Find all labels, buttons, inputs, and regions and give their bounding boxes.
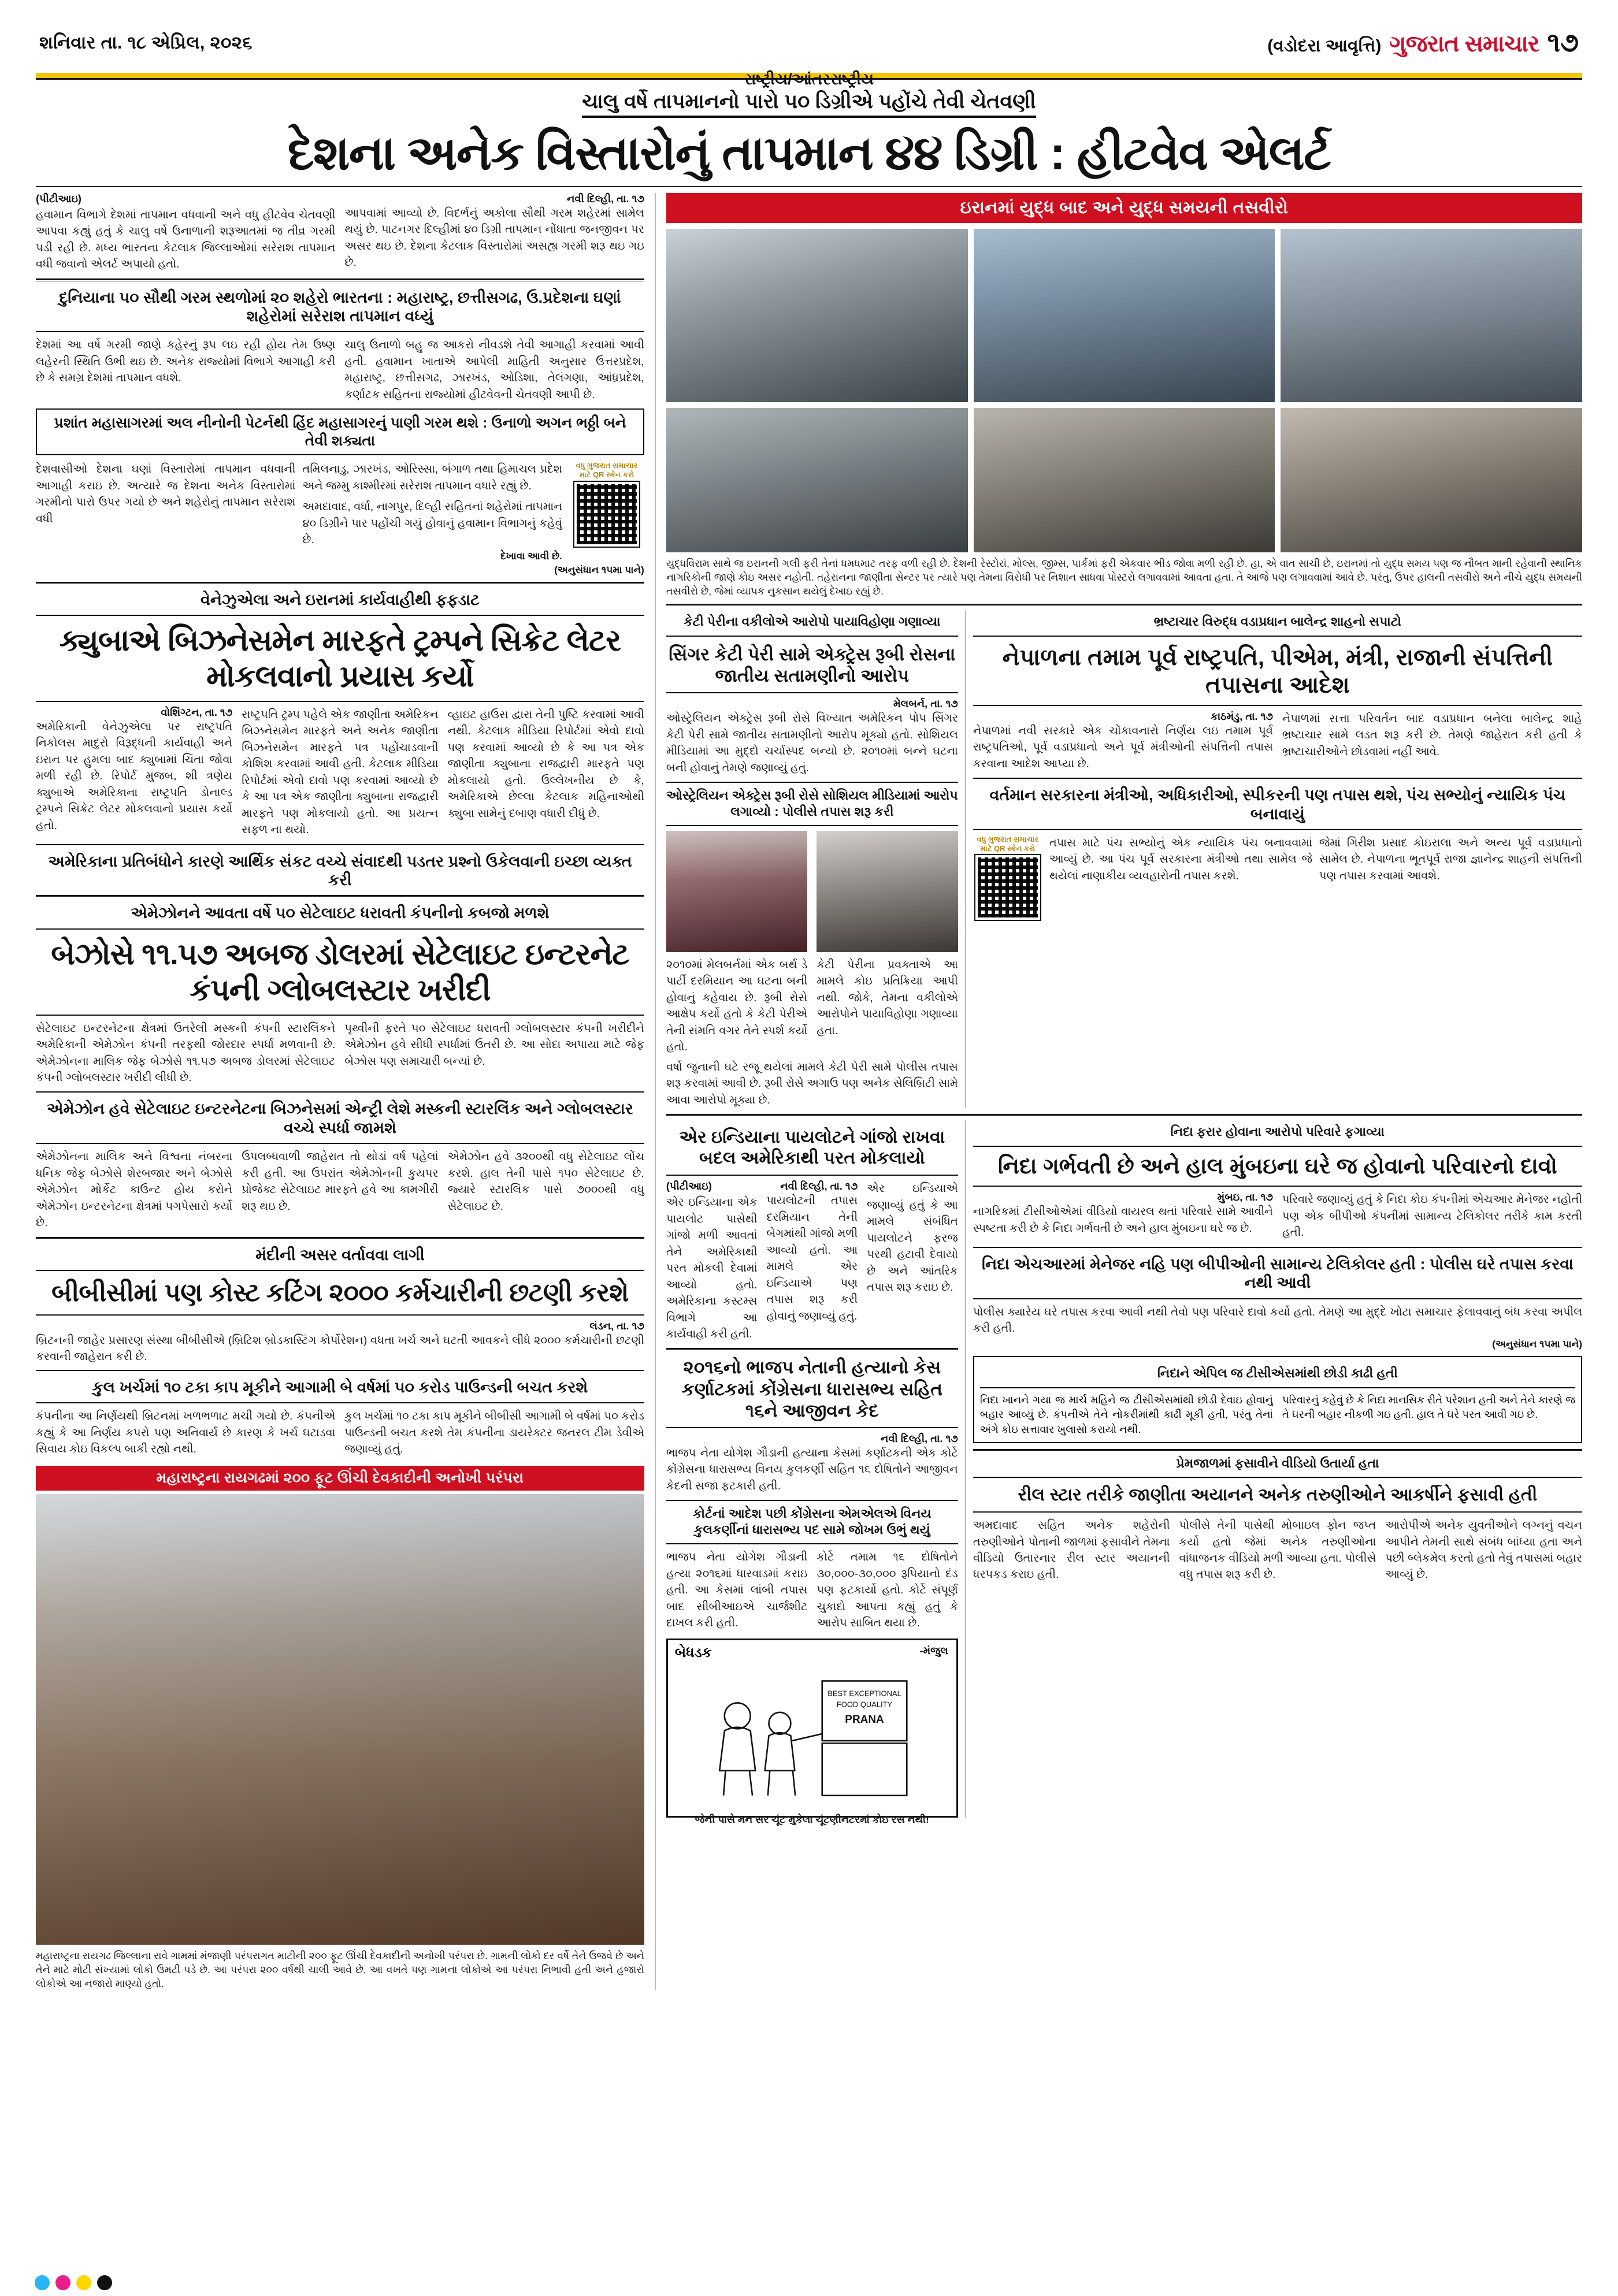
- nepal-col-4: [1319, 835, 1582, 920]
- nepal-col-2: [1282, 711, 1582, 772]
- nida-col-1: [973, 1191, 1273, 1240]
- bbc-paragraph-3: કુલ ખર્ચમાં ૧૦ ટકા કાપ મૂકીને બીબીસી આગામી બે વર્ષમાં ૫૦ કરોડ પાઉન્ડની બચત કરશે તેમ કંપનીના ડાયરેક્ટર જનરલ ટીમ ડેવીએ જણાવ્યું હતું.: [344, 1410, 644, 1456]
- lead-divider: [36, 186, 1582, 187]
- nepal-qr-caption: વધુ ગુજરાત સમાચાર માટે QR સ્કેન કરો: [977, 834, 1039, 853]
- tiktok-paragraph-1: નિદા ખાનને ગયા જ માર્ચ મહિને જ ટીસીએસમાંથી છોડી દેવાઇ હોવાનું બહાર આવ્યું છે. કંપનીએ તેને નોકરીમાંથી કાઢી મૂકી હતી, પરંતુ તેનાં અંગે કોઇ સત્તાવાર ખુલાસો કરાયો નથી.: [979, 1394, 1273, 1436]
- nida-kicker: નિદા ફરાર હોવાના આરોપો પરિવારે ફગાવ્યા: [1170, 1124, 1385, 1139]
- nepal-body-top: [973, 711, 1582, 772]
- brand-logo: ગુજરાત સમાચાર: [1389, 31, 1539, 57]
- left-column: [36, 193, 644, 1990]
- nepal-qr-block[interactable]: [973, 835, 1042, 920]
- airindia-dateline: નવી દિલ્હી, તા. ૧૭: [780, 1180, 858, 1192]
- cuba-headline: ક્યુબાએ બિઝનેસમેન મારફતે ટ્રમ્પને સિક્રેટ લેટર મોકલવાનો પ્રયાસ કર્યો: [59, 624, 621, 694]
- nida-paragraph-2: પરિવારે જણાવ્યું હતું કે નિદા કોઇ કંપનીમાં એચઆર મેનેજર નહોતી પણ એક બીપીઓ કંપનીમાં સામાન્ય ટેલિકોલર તરીકે કામ કરતી હતી.: [1282, 1193, 1582, 1239]
- bjp-sub-rule-top: [666, 1500, 958, 1501]
- amazon-kicker: એમેઝોનને આવતા વર્ષે ૫૦ સેટેલાઇટ ધરાવતી કંપનીનો કબજો મળશે: [131, 904, 550, 922]
- maharashtra-banner: મહારાષ્ટ્રના રાયગઢમાં ૨૦૦ ફૂટ ઊંચી દેવકાદીની અનોખી પરંપરા: [36, 1466, 644, 1491]
- lead-paragraph-4: ચાલુ ઉનાળો બહુ જ આકરો નીવડશે તેવી આગાહી કરવામાં આવી હતી. હવામાન ખાતાએ આપેલી માહિતી અનુસાર ઉત્તરપ્રદેશ, મહારાષ્ટ્ર, છત્તીસગઢ, ઝારખંડ, ઓડિશા, તેલંગણા, આંધ્રપ્રદેશ, કર્ણાટક સહિતના રાજ્યોમાં હીટવેવની ચેતવણી આપી છે.: [344, 339, 644, 401]
- bbc-body: [36, 1408, 644, 1457]
- amazon-paragraph-5: એમેઝોન હવે ૩૨૦૦થી વધુ સેટેલાઇટ લોંચ કરશે. હાલ તેની પાસે ૧૫૦ સેટેલાઇટ છે. જ્યારે સ્ટારલિંક પાસે ૭૦૦૦થી વધુ સેટેલાઇટ છે.: [447, 1150, 644, 1213]
- lower-row: [666, 1120, 1583, 1825]
- airindia-paragraph-3: એર ઇન્ડિયાએ જણાવ્યું હતું કે આ મામલે સંબંધિત પાયલોટને ફરજ પરથી હટાવી દેવાયો છે અને આંતરિક તપાસ શરૂ કરાઇ છે.: [867, 1182, 958, 1294]
- amazon-kicker-rule: [36, 928, 644, 930]
- influencer-paragraph-1: અમદાવાદ સહિત અનેક શહેરોની તરુણીઓને પોતાની જાળમાં ફસાવીને તેમના વીડિયો ઉતારનાર રીલ સ્ટાર અયાનની ધરપકડ કરાઇ હતી.: [973, 1519, 1170, 1581]
- tiktok-col-1: [980, 1393, 1273, 1437]
- nida-headline: નિદા ગર્ભવતી છે અને હાલ મુંબઇના ઘરે જ હોવાનો પરિવારનો દાવો: [997, 1154, 1557, 1179]
- nida-subhead: નિદા એચઆરમાં મેનેજર નહિ પણ બીપીઓની સામાન્ય ટેલિકોલર હતી : પોલીસ ઘરે તપાસ કરવા નથી આવી: [982, 1255, 1574, 1292]
- bbc-dateline: લંડન, તા. ૧૭: [589, 1320, 644, 1332]
- svg-text:BEST EXCEPTIONAL: BEST EXCEPTIONAL: [827, 1689, 901, 1698]
- cartoon-label: બેધડક: [674, 1644, 712, 1660]
- cartoon-caption: જેની પાસે મન સર ચૂંટ મુકેલા ચૂંટણીનટરમાં કોઇ રસ નથી!: [695, 1813, 929, 1825]
- section-label: રાષ્ટ્રીય/આંતરરાષ્ટ્રીય: [744, 70, 874, 88]
- column-divider-3: [965, 1120, 966, 1818]
- lead-footer-row: [36, 461, 644, 562]
- bjp-paragraph-3: કોર્ટે તમામ ૧૬ દોષિતોને ૩૦,૦૦૦-૩૦,૦૦૦ રૂપિયાનો દંડ પણ ફટકાર્યો હતો. કોર્ટે સંપૂર્ણ ચુકાદો આપતા કહ્યું હતું કે આરોપ સાબિત થયા છે.: [817, 1551, 958, 1630]
- iran-photo-rubble-2: [974, 408, 1275, 552]
- lead-paragraph-5: દેશવાસીઓ દેશના ઘણાં વિસ્તારોમાં તાપમાન વધવાની આગાહી કરાઇ છે. અત્યારે જ દેશના અનેક વિસ્તારોમાં ગરમીનો પારો ઉપર ગયો છે અને શહેરોનું તાપમાન સરેરાશ વધી: [36, 463, 296, 525]
- cuba-subhead: અમેરિકાના પ્રતિબંધોને કારણે આર્થિક સંકટ વચ્ચે સંવાદથી પડતર પ્રશ્નો ઉકેલવાની ઇચ્છા વ્યક્ત કરી: [48, 852, 632, 889]
- maharashtra-photo: [36, 1494, 644, 1945]
- bbc-headline-rule: [36, 1314, 644, 1316]
- column-divider-1: [655, 193, 656, 1990]
- bjp-body: [666, 1549, 958, 1631]
- influencer-kicker: પ્રેમજાળમાં ફસાવીને વીડિયો ઉતાર્યા હતા: [1176, 1455, 1379, 1470]
- amazon-col-4: [242, 1149, 438, 1231]
- cuba-col-2: [242, 707, 438, 838]
- cuba-paragraph-3: વ્હાઇટ હાઉસ દ્વારા તેની પુષ્ટિ કરવામાં આવી નથી. કેટલાક મીડિયા રિપોર્ટમાં એવો દાવો પણ કરવામાં આવ્યો છે કે આ પત્ર એક જાણીતા ક્યુબાના રાજદ્વારી મારફતે પણ મોકલાયો હતો. ઉલ્લેખનીય છે કે, અમેરિકાએ છેલ્લા કેટલાક મહિનાઓથી ક્યુબા સામેનું દબાણ વધારી દીધું છે.: [447, 708, 644, 820]
- nepal-kicker: ભ્રષ્ટાચાર વિરુદ્ધ વડાપ્રધાન બાલેન્દ્ર શાહનો સપાટો: [1153, 614, 1402, 629]
- amazon-paragraph-3: એમેઝોનના માલિક અને વિશ્વના નંબરના ધનિક જેફ બેઝોસે શેરબજાર અને બેઝોસે એમેઝોન મોર્કેટ કાઉન્ટ હોય કરોને એમેઝોન ઇન્ટરનેટના ક્ષેત્રમાં પગપેસારો કર્યો છે.: [36, 1150, 233, 1229]
- airindia-col-1: [666, 1180, 758, 1342]
- influencer-paragraph-2: પોલીસે તેની પાસેથી મોબાઇલ ફોન જપ્ત કર્યો હતો જેમાં અનેક તરુણીઓના વાંધાજનક વીડિયો મળી આવ્યા હતા. પોલીસે વધુ તપાસ શરૂ કરી છે.: [1179, 1519, 1376, 1581]
- registration-color-bar: [35, 2275, 112, 2290]
- iran-photo-rubble-3: [1281, 408, 1582, 552]
- lead-contd-2: (અનુસંધાન ૧૫મા પાને): [554, 564, 644, 575]
- katy-headline-rule: [666, 692, 958, 693]
- lead-qr-block[interactable]: [569, 461, 644, 562]
- amazon-col-2: [344, 1020, 644, 1086]
- tiktok-kicker: નિદાને એપિલ જ ટીસીએસમાંથી છોડી કાઢી હતી: [1157, 1366, 1398, 1381]
- nida-paragraph-1: નાગરિકમાં ટીસીઓએમાં વીડિયો વાયરલ થતાં પરિવારે સામે આવીને સ્પષ્ટતા કરી છે કે નિદા ગર્ભવતી છે અને હાલ મુંબઇના ઘરે જ છે.: [973, 1205, 1273, 1235]
- katy-photos: [666, 831, 958, 952]
- bjp-dateline: નવી દિલ્હી, તા. ૧૭: [880, 1433, 958, 1444]
- nepal-headline-rule: [973, 705, 1582, 706]
- cuba-kicker: વેનેઝુએલા અને ઇરાનમાં કાર્યવાહીથી ફફડાટ: [201, 590, 480, 608]
- lead-story-body: [36, 337, 644, 403]
- bbc-sub-rule-top: [36, 1370, 644, 1371]
- bjp-headline-rule: [666, 1427, 958, 1428]
- nida-col-2: [1282, 1191, 1582, 1240]
- influencer-headline: રીલ સ્ટાર તરીકે જાણીતા અયાનને અનેક તરુણીઓને આકર્ષીને ફસાવી હતી: [1018, 1485, 1538, 1505]
- right-column: [666, 193, 1582, 1990]
- iran-bottom-rule: [666, 604, 1582, 605]
- katy-body: [666, 957, 958, 1056]
- bbc-col-2: [344, 1408, 644, 1457]
- katy-dateline: મેલબર્ન, તા. ૧૭: [893, 698, 958, 710]
- cuba-body: [36, 707, 644, 838]
- nepal-kicker-rule: [973, 636, 1582, 637]
- bbc-kicker: મંદીની અસર વર્તાવવા લાગી: [255, 1246, 425, 1264]
- iran-photo-street: [1281, 229, 1582, 402]
- nepal-headline: નેપાળના તમામ પૂર્વ રાષ્ટ્રપતિ, પીએમ, મંત્રી, રાજાની સંપત્તિની તપાસના આદેશ: [1002, 644, 1553, 698]
- iran-photo-cafe: [666, 229, 968, 402]
- bbc-kicker-rule: [36, 1270, 644, 1271]
- tiktok-rule: [980, 1387, 1575, 1388]
- color-dot-yellow: [76, 2275, 91, 2290]
- influencer-col-1: [973, 1517, 1170, 1583]
- nida-body-top: [973, 1191, 1582, 1240]
- iran-photo-runners: [974, 229, 1275, 402]
- amazon-body-bottom: [36, 1149, 644, 1231]
- cuba-top-rule: [36, 582, 644, 584]
- amazon-headline-rule: [36, 1015, 644, 1016]
- katy-paragraph-1: ઓસ્ટ્રેલિયન એક્ટ્રેસ રૂબી રોસે વિખ્યાત અમેરિકન પોપ સિંગર કેટી પેરી સામે જાતીય સતામણીનો આરોપ મૂક્યો હતો. સોશિયલ મીડિયામાં આ મુદ્દો ચર્ચાસ્પદ બન્યો છે. ૨૦૧૦માં બન્ને ઘટના બની હોવાનું તેમણે જણાવ્યું હતું.: [666, 712, 958, 774]
- bbc-col-1: [36, 1408, 335, 1457]
- lead-col-2: [344, 193, 644, 273]
- bbc-top-rule: [36, 1237, 644, 1239]
- airindia-paragraph-1: એર ઇન્ડિયાના એક પાયલોટ પાસેથી ગાંજો મળી આવતાં તેને અમેરિકાથી પરત મોકલી દેવામાં આવ્યો હતો. અમેરિકાના કસ્ટમ્સ વિભાગે આ કાર્યવાહી કરી હતી.: [666, 1196, 758, 1340]
- iran-banner: ઇરાનમાં યુદ્ધ બાદ અને યુદ્ધ સમયની તસવીરો: [666, 193, 1582, 223]
- bbc-headline: બીબીસીમાં પણ કોસ્ટ કટિંગ ૨૦૦૦ કર્મચારીની છટણી કરશે: [51, 1278, 629, 1307]
- bjp-sub-rule-bottom: [666, 1543, 958, 1544]
- katy-col-1: [666, 957, 808, 1056]
- nida-paragraph-3: પોલીસ ક્યારેય ઘરે તપાસ કરવા આવી નથી તેવો પણ પરિવારે દાવો કર્યો હતો. તેમણે આ મુદ્દે ખોટા સમાચાર ફેલાવવાનું બંધ કરવા અપીલ કરી હતી.: [973, 1305, 1582, 1335]
- lead-headline: દેશના અનેક વિસ્તારોનું તાપમાન ૪૪ ડિગ્રી : હીટવેવ એલર્ટ: [287, 127, 1331, 180]
- katy-sub-rule-2: [666, 825, 958, 826]
- cuba-paragraph-2: રાષ્ટ્રપતિ ટ્રમ્પ પહેલે એક જાણીતા અમેરિકન બિઝનેસમેન મારફતે અને અનેક જાણીતા બિઝનેસમેન મારફતે પત્ર પહોંચાડવાની કોશિશ કરવામાં આવી હતી. કેટલાક મીડિયા રિપોર્ટમાં એવો દાવો પણ કરવામાં આવ્યો છે કે આ પત્ર એક જાણીતા ક્યુબાના રાજદ્વારી મારફતે પણ મોકલાયો હતો. આ પ્રયત્ન સફળ ના થયો.: [242, 708, 439, 837]
- katy-story: [666, 610, 958, 1108]
- amazon-body-top: [36, 1020, 644, 1086]
- amazon-col-5: [448, 1149, 644, 1231]
- nida-story: [973, 1120, 1582, 1818]
- lead-byline: (પીટીઆઇ): [36, 192, 81, 205]
- iran-photo-rubble-1: [666, 408, 968, 552]
- column-divider-2: [965, 610, 966, 1108]
- nepal-paragraph-2: નેપાળમાં સત્તા પરિવર્તન બાદ વડાપ્રધાન બનેલા બાલેન્દ્ર શાહે ભ્રષ્ટાચાર સામે લડત શરૂ કરી છે. તેમણે જાહેરાત કરી હતી કે ભ્રષ્ટાચારીઓને છોડવામાં નહીં આવે.: [1282, 712, 1582, 758]
- svg-text:FOOD QUALITY: FOOD QUALITY: [836, 1700, 892, 1709]
- qr-code-icon[interactable]: [574, 482, 639, 547]
- katy-headline: સિંગર કેટી પેરી સામે એક્ટ્રેસ રૂબી રોસના જાતીય સતામણીનો આરોપ: [669, 644, 956, 686]
- page-number: ૧૭: [1547, 27, 1579, 57]
- lead-highlight-title: પ્રશાંત મહાસાગરમાં અલ નીનોની પેટર્નથી હિંદ મહાસાગરનું પાણી ગરમ થશે : ઉનાળો અગન ભઠ્ઠી બને તેવી શક્યતા: [54, 415, 626, 449]
- bbc-paragraph-2: કંપનીના આ નિર્ણયથી બ્રિટનમાં ખળભળાટ મચી ગયો છે. કંપનીએ કહ્યું કે આ નિર્ણય કપરો પણ અનિવાર્ય છે કારણ કે ખર્ચ ઘટાડવા સિવાય કોઇ વિકલ્પ બાકી રહ્યો નથી.: [36, 1410, 336, 1456]
- lead-footer-col-2: [302, 461, 562, 562]
- amazon-paragraph-2: પૃથ્વીની ફરતે ૫૦ સેટેલાઇટ ધરાવતી ગ્લોબલસ્ટાર કંપની ખરીદીને એમેઝોન હવે સીધી સ્પર્ધામાં ઉતરી છે. આ સોદા અપાયા માટે જેફ બેઝોસ પણ સમાચારી બન્યાં છે.: [344, 1021, 644, 1068]
- lead-paragraph-7: અમદાવાદ, વર્ધા, નાગપુર, દિલ્હી સહિતનાં શહેરોમાં તાપમાન ૪૦ ડિગ્રીને પાર પહોંચી ગયું હોવાનું હવામાન વિભાગનું કહેવું છે.: [302, 500, 562, 547]
- cuba-col-3: [448, 707, 644, 838]
- amazon-col-1: [36, 1020, 335, 1086]
- bjp-col-1: [666, 1549, 808, 1631]
- nepal-sub-rule-top: [973, 778, 1582, 779]
- editorial-cartoon: [666, 1639, 958, 1825]
- katy-subhead: ઓસ્ટ્રેલિયન એક્ટ્રેસ રૂબી રોસે સોશિયલ મીડિયામાં આરોપ લગાવ્યો : પોલીસે તપાસ શરૂ કરી: [666, 788, 958, 819]
- bjp-subhead: કોર્ટનાં આદેશ પછી કોંગ્રેસના એમએલએ વિનય કુલકર્ણીનાં ધારાસભ્ય પદ સામે જોખમ ઉભું થયું: [693, 1506, 932, 1537]
- airindia-headline: એર ઇન્ડિયાના પાયલોટને ગાંજો રાખવા બદલ અમેરિકાથી પરત મોકલાયો: [679, 1128, 945, 1168]
- bjp-paragraph-1: ભાજપ નેતા યોગેશ ગૌડાની હત્યાના કેસમાં કર્ણાટકની એક કોર્ટે કોંગ્રેસના ધારાસભ્ય વિનય કુલકર્ણી સહિત ૧૬ દોષિતોને આજીવન કેદની સજા ફટકારી હતી.: [666, 1447, 958, 1492]
- maharashtra-caption: મહારાષ્ટ્રના રાયગઢ જિલ્લાના રાવે ગામમાં મંજાણી પરંપરાગત માટીની ૨૦૦ ફૂટ ઊંચી દેવકાદીની અનોખી પરંપરા છે. ગામની લોકો દર વર્ષે તેને ઉજવે છે અને તેને માટે મોટી સંખ્યામાં લોકો ઉમટી પડે છે. આ પરંપરા ૨૦૦ વર્ષથી ચાલી આવે છે. આ વખતે પણ ગામના લોકોએ આ પરંપરા નિભાવી હતી અને હજારો લોકોએ આ નજારો માણ્યો હતો.: [36, 1949, 644, 1989]
- iran-caption: યુદ્ધવિરામ સાથે જ ઇરાનની ગલી ફરી તેનાં ધમધમાટ તરફ વળી રહી છે. દેશની રેસ્ટોરાં, મોલ્સ, જીમ્સ, પાર્કમાં ફરી એકવાર ભીડ જોવા મળી રહી છે. હા, એ વાત સાચી છે, ઇરાનમાં તો યુદ્ધ સમય પણ જ નૌબત માની રહેવાની સ્થાનિક નાગરિકોની જાણે કોઇ અસર નહોતી. તહેરાનના જાણીતા સેન્ટર પર ત્યારે પણ તેમના વિરોધી પર નિશાન સાધવા પોસ્ટરો લગાવવામાં આવતા હતા. તે આજે પણ લગાવવામાં આવે છે. પરંતુ, ઉપર હાલની તસવીરો અને નીચે યુદ્ધ સમયની તસવીરો છે, જેમાં વ્યાપક નુકસાન થયેલું દેખાઇ રહ્યું છે.: [666, 557, 1582, 597]
- lead-dateline: નવી દિલ્હી, તા. ૧૭: [566, 192, 644, 205]
- middle-row: [666, 610, 1582, 1108]
- amazon-col-3: [36, 1149, 232, 1231]
- katy-kicker-rule: [666, 636, 958, 637]
- influencer-col-2: [1179, 1517, 1376, 1583]
- nepal-paragraph-4: જેમાં ગિરીશ પ્રસાદ કોઇરાલા અને અન્ય પૂર્વ વડાપ્રધાનો સામેલ છે. નેપાળના ભૂતપૂર્વ રાજા જ્ઞાનેન્દ્ર શાહની સંપત્તિની પણ તપાસ કરવામાં આવશે.: [1319, 836, 1582, 882]
- edition-label: (વડોદરા આવૃત્તિ): [1267, 36, 1382, 55]
- influencer-top-rule: [973, 1449, 1582, 1451]
- cuba-sub-rule-bottom: [36, 895, 644, 897]
- nepal-body-bottom: [973, 835, 1582, 920]
- tiktok-body: [980, 1393, 1575, 1437]
- nepal-subhead: વર્તમાન સરકારના મંત્રીઓ, અધિકારીઓ, સ્પીકરની પણ તપાસ થશે, પંચ સભ્યોનું ન્યાયિક પંચ બનાવાયું: [989, 786, 1566, 823]
- lead-contd-1: દેખાવા આવી છે.: [500, 550, 562, 562]
- nepal-paragraph-1: નેપાળમાં નવી સરકારે એક ચોંકાવનારો નિર્ણય લઇ તમામ પૂર્વ રાષ્ટ્રપતિઓ, પૂર્વ વડાપ્રધાનો અને પૂર્વ મંત્રીઓની સંપત્તિની તપાસ કરવાના આદેશ આપ્યા છે.: [973, 724, 1273, 770]
- amazon-sub-rule-top: [36, 1091, 644, 1093]
- bbc-sub-rule-bottom: [36, 1402, 644, 1403]
- nepal-dateline: કાઠમંડુ, તા. ૧૭: [1211, 710, 1273, 722]
- amazon-paragraph-4: ઉપલબ્ધવાળી જાહેરાત તો થોડાં વર્ષ પહેલાં કરી હતી. આ ઉપરાંત એમેઝોનની કુયપર પ્રોજેક્ટ સેટેલાઇટ મારફતે હવે આ કામગીરી શરૂ થઇ છે.: [242, 1150, 439, 1213]
- cuba-dateline: વોશિંગ્ટન, તા. ૧૭: [161, 706, 233, 718]
- katy-paragraph-4: વર્ષો જુનાની ઘટે રજૂ થયેલાં મામલે કેટી પેરી સામે પોલીસ તપાસ શરૂ કરવામાં આવી છે. રૂબી રોસે અગાઉ પણ અનેક સેલિબ્રિટી સામે આવા આરોપો મૂક્યા છે.: [666, 1060, 958, 1106]
- nida-contd: (અનુસંધાન ૧૫મા પાને): [1492, 1339, 1582, 1350]
- lead-story: [36, 193, 644, 273]
- katy-paragraph-2: ૨૦૧૦માં મેલબર્નમાં એક બર્થ ડે પાર્ટી દરમિયાન આ ઘટના બની હોવાનું કહેવાય છે. રૂબી રોસે આક્ષેપ કર્યો હતો કે કેટી પેરીએ તેની સંમતિ વગર તેને સ્પર્શ કર્યો હતો.: [666, 958, 808, 1054]
- nepal-story: [973, 610, 1582, 1108]
- lead-body-col-2: [344, 337, 644, 403]
- katy-paragraph-3: કેટી પેરીના પ્રવક્તાએ આ મામલે કોઇ પ્રતિક્રિયા આપી નથી. જોકે, તેમના વકીલોએ આરોપોને પાયાવિહોણા ગણાવ્યા હતા.: [817, 958, 958, 1037]
- color-dot-magenta: [55, 2275, 70, 2290]
- lead-rule: [36, 278, 644, 281]
- lead-body-col-1: [36, 337, 335, 403]
- iran-photo-grid: [666, 229, 1582, 552]
- color-dot-black: [97, 2275, 112, 2290]
- cuba-col-1: [36, 707, 232, 838]
- airindia-paragraph-2: પાયલોટની તપાસ દરમિયાન તેની બેગમાંથી ગાંજો મળી આવ્યો હતો. આ મામલે એર ઇન્ડિયાએ પણ તપાસ શરૂ કરી હોવાનું જણાવ્યું હતું.: [766, 1194, 858, 1322]
- tiktok-col-2: [1282, 1393, 1575, 1437]
- amazon-subhead: એમેઝોન હવે સેટેલાઇટ ઇન્ટરનેટના બિઝનેસમાં એન્ટ્રી લેશે મસ્કની સ્ટારલિંક અને ગ્લોબલસ્ટાર વચ્ચે સ્પર્ધા જામશે: [46, 1100, 633, 1136]
- svg-text:PRANA: PRANA: [845, 1713, 884, 1726]
- bjp-col-2: [817, 1549, 958, 1631]
- lead-paragraph-6: તમિલનાડુ, ઝારખંડ, ઓરિસ્સા, બંગાળ તથા હિમાચલ પ્રદેશ અને જમ્મુ કાશ્મીરમાં સરેરાશ તાપમાન વધારે રહ્યું છે.: [302, 463, 562, 492]
- katy-photo-ruby-rose: [666, 831, 808, 952]
- masthead: [28, 0, 1590, 69]
- nida-headline-rule: [973, 1186, 1582, 1187]
- nepal-col-3: [1049, 835, 1312, 920]
- amazon-paragraph-1: સેટેલાઇટ ઇન્ટરનેટના ક્ષેત્રમાં ઉતરેલી મસ્કની કંપની સ્ટારલિંકને અમેરિકાની એમેઝોન કંપની તરફથી જોરદાર સ્પર્ધા મળવાની છે. એમેઝોનના માલિક જેફ બેઝોસે ૧૧.૫૭ અબજ ડોલરમાં સેટેલાઇટ કંપની ગ્લોબલસ્ટાર ખરીદી લીધી છે.: [36, 1021, 336, 1084]
- influencer-body: [973, 1517, 1582, 1583]
- cuba-paragraph-1: અમેરિકાની વેનેઝુએલા પર રાષ્ટ્રપતિ નિકોલસ માદુરો વિરૂદ્ધની કાર્યવાહી અને ઇરાન પર હુમલા બાદ ક્યુબામાં ચિંતા જોવા મળી રહી છે. રિપોર્ટ મુજબ, શી ત્રણેય ક્યુબાએ અમેરિકાના રાષ્ટ્રપતિ ડોનાલ્ડ ટ્રમ્પને સિક્રેટ લેટર મોકલવાનો પ્રયાસ કર્યો હતો.: [36, 720, 233, 832]
- publication-date: શનિવાર તા. ૧૮ એપ્રિલ, ૨૦૨૬: [39, 32, 253, 53]
- lead-kicker: ચાલુ વર્ષે તાપમાનનો પારો ૫૦ ડિગ્રીએ પહોંચે તેવી ચેતવણી: [582, 90, 1036, 118]
- lead-subhead: દુનિયાના ૫૦ સૌથી ગરમ સ્થળોમાં ૨૦ શહેરો ભારતના : મહારાષ્ટ્ર, છત્તીસગઢ, ઉ.પ્રદેશના ઘણાં શહેરોમાં સરેરાશ તાપમાન વધ્યું: [59, 288, 621, 325]
- bbc-subhead: કુલ ખર્ચમાં ૧૦ ટકા કાપ મૂકીને આગામી બે વર્ષમાં ૫૦ કરોડ પાઉન્ડની બચત કરશે: [92, 1378, 588, 1396]
- bbc-lead-block: [36, 1320, 644, 1365]
- tiktok-paragraph-2: પરિવારનું કહેવું છે કે નિદા માનસિક રીતે પરેશાન હતી અને તેને કારણે જ તે ઘરની બહાર નીકળી ગઇ હતી. હાલ તે ઘરે પરત આવી ગઇ છે.: [1282, 1394, 1575, 1421]
- amazon-sub-rule-bottom: [36, 1143, 644, 1144]
- airindia-body: [666, 1180, 958, 1342]
- katy-col-2: [817, 957, 958, 1056]
- nepal-paragraph-3: તપાસ માટે પંચ સભ્યોનું એક ન્યાયિક પંચ બનાવવામાં આવ્યું છે. આ પંચ પૂર્વ સરકારના મંત્રીઓ તથા સામેલ જે થયેલાં નાણાકીય વ્યવહારોની તપાસ કરશે.: [1049, 836, 1312, 882]
- cartoon-drawing: [671, 1661, 953, 1805]
- lead-paragraph-3: દેશમાં આ વર્ષે ગરમી જાણે કહેરનું રૂપ લઇ રહી હોય તેમ ઉષ્ણ લહેરની સ્થિતિ ઉભી થઇ છે. અનેક રાજ્યોમાં વિભાગે આગાહી કરી છે કે સમગ્ર દેશમાં તાપમાન વધશે.: [36, 339, 336, 385]
- cartoon-signature: -મંજુલ: [919, 1644, 948, 1656]
- lead-footer-col-1: [36, 461, 295, 562]
- airindia-byline: (પીટીઆઇ): [666, 1180, 712, 1192]
- color-dot-cyan: [35, 2275, 50, 2290]
- lead-kicker-wrap: [28, 90, 1590, 118]
- airindia-bjp-column: [666, 1120, 958, 1825]
- influencer-col-3: [1385, 1517, 1582, 1583]
- amazon-headline: બેઝોસે ૧૧.૫૭ અબજ ડોલરમાં સેટેલાઇટ ઇન્ટરનેટ કંપની ગ્લોબલસ્ટાર ખરીદી: [51, 937, 629, 1008]
- nida-dateline: મુંબઇ, તા. ૧૭: [1217, 1191, 1273, 1203]
- cuba-headline-rule: [36, 701, 644, 702]
- nida-kicker-rule: [973, 1146, 1582, 1147]
- qr-caption-top: વધુ ગુજરાત સમાચાર માટે QR સ્કેન કરો: [576, 461, 638, 479]
- nepal-col-1: [973, 711, 1273, 772]
- tiktok-box: [973, 1356, 1582, 1443]
- nida-sub-rule-bottom: [973, 1298, 1582, 1299]
- bjp-top-rule: [666, 1348, 958, 1350]
- lead-highlight-box: [36, 408, 644, 455]
- airindia-col-2: [766, 1180, 858, 1342]
- bjp-paragraph-2: ભાજપ નેતા યોગેશ ગૌડાની હત્યા ૨૦૧૬માં ધારવાડમાં કરાઇ હતી. આ કેસમાં લાંબી તપાસ બાદ સીબીઆઇએ ચાર્જશીટ દાખલ કરી હતી.: [666, 1551, 808, 1630]
- bbc-paragraph-1: બ્રિટનની જાહેર પ્રસારણ સંસ્થા બીબીસીએ (બ્રિટિશ બ્રોડકાસ્ટિંગ કોર્પોરેશન) વધતા ખર્ચ અને ઘટતી આવકને લીધે ૨૦૦૦ કર્મચારીની છટણી કરવાની જાહેરાત કરી છે.: [36, 1333, 644, 1364]
- lead-col-1: [36, 193, 335, 273]
- nepal-sub-rule-bottom: [973, 829, 1582, 830]
- masthead-right-group: [1267, 27, 1579, 59]
- qr-code-icon[interactable]: [975, 855, 1040, 920]
- lead-paragraph-1: હવામાન વિભાગે દેશમાં તાપમાન વધવાની અને વધુ હીટવેવ ચેતવણી આપવા કહ્યું હતું કે ચાલુ વર્ષે ઉનાળાની શરૂઆતમાં જ તીવ્ર ગરમી પડી રહી છે. મધ્ય ભારતના કેટલાક જિલ્લાઓમાં સરેરાશ તાપમાન વધી જવાનો એલર્ટ અપાયો હતો.: [36, 208, 336, 271]
- middle-row-rule: [666, 1114, 1582, 1116]
- katy-sub-rule: [666, 782, 958, 783]
- nida-sub-rule-top: [973, 1247, 1582, 1248]
- page-content: [28, 193, 1590, 1990]
- katy-kicker: કેટી પેરીના વકીલોએ આરોપો પાયાવિહોણા ગણાવ્યા: [684, 614, 941, 629]
- influencer-kicker-rule: [973, 1477, 1582, 1478]
- lead-subhead-rule: [36, 331, 644, 332]
- bjp-headline: ૨૦૧૬નો ભાજપ નેતાની હત્યાનો કેસ કર્ણાટકમાં કોંગ્રેસના ધારાસભ્ય સહિત ૧૬ને આજીવન કેદ: [681, 1357, 942, 1421]
- lead-paragraph-2: આપવામાં આવ્યો છે. વિદર્ભનું અકોલા સૌથી ગરમ શહેરમાં સામેલ થયું છે. પાટનગર દિલ્હીમાં ૪૦ ડિગ્રી તાપમાન નોંધાતા જનજીવન પર અસર થઇ છે. દેશના કેટલાક વિસ્તારોમાં અસહ્ય ગરમી શરૂ થઇ ગઇ છે.: [344, 206, 644, 269]
- airindia-col-3: [867, 1180, 958, 1342]
- influencer-paragraph-3: આરોપીએ અનેક યુવતીઓને લગ્નનું વચન આપીને તેમની સાથે સંબંધ બાંધ્યા હતા અને પછી બ્લેકમેલ કરતો હતો તેવું તપાસમાં બહાર આવ્યું છે.: [1385, 1519, 1583, 1581]
- cuba-kicker-rule: [36, 615, 644, 616]
- influencer-headline-rule: [973, 1511, 1582, 1513]
- katy-photo-katy-perry: [817, 831, 958, 952]
- airindia-headline-rule: [666, 1175, 958, 1176]
- cuba-sub-rule-top: [36, 844, 644, 845]
